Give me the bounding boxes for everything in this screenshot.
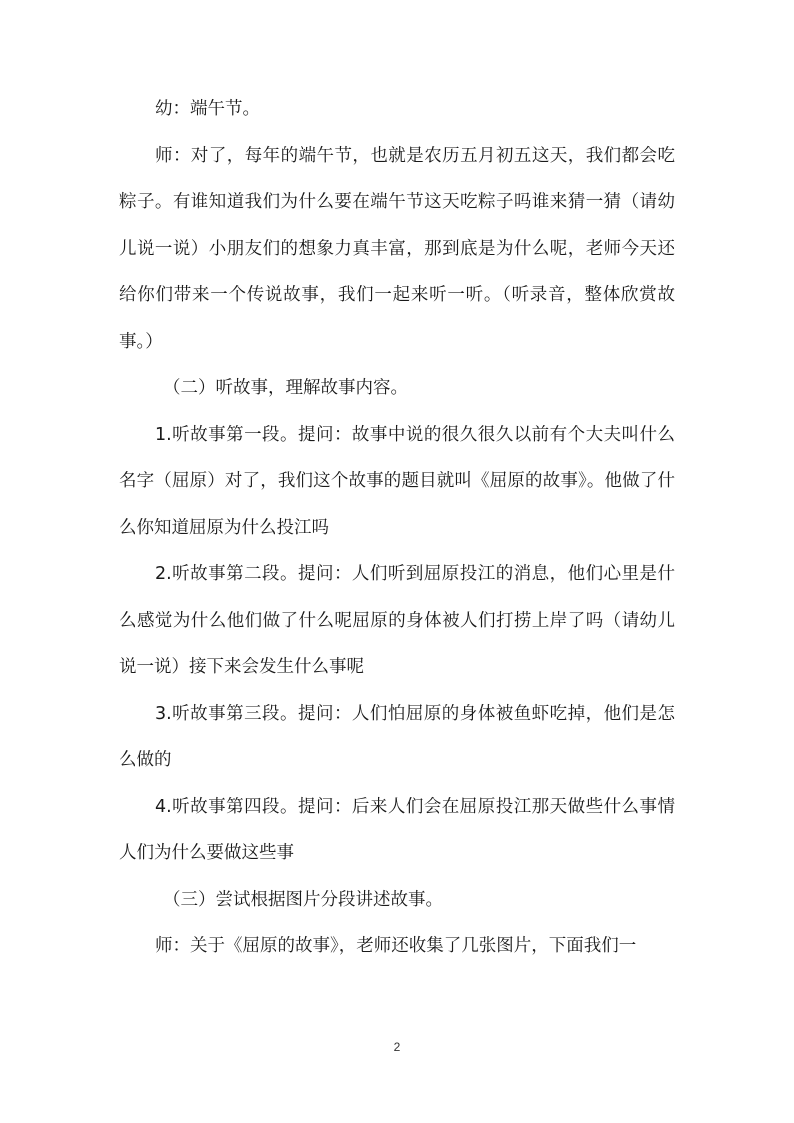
paragraph-child-answer: 幼：端午节。: [155, 99, 260, 119]
paragraph-story-part-3: 3.听故事第三段。提问：人们怕屈原的身体被鱼虾吃掉，他们是怎么做的: [119, 703, 675, 770]
paragraph-story-part-4: 4.听故事第四段。提问：后来人们会在屈原投江那天做些什么事情人们为什么要做这些事: [119, 796, 675, 863]
paragraph-teacher-pictures: 师：关于《屈原的故事》，老师还收集了几张图片，下面我们一: [155, 936, 637, 956]
paragraph-story-part-1: 1.听故事第一段。提问：故事中说的很久很久以前有个大夫叫什么名字（屈原）对了，我们这个故事的题目就叫《屈原的故事》。他做了什么你知道屈原为什么投江吗: [119, 424, 675, 538]
paragraph-teacher-intro: 师：对了，每年的端午节，也就是农历五月初五这天，我们都会吃粽子。有谁知道我们为什么要在端午节这天吃粽子吗谁来猜一猜（请幼儿说一说）小朋友们的想象力真丰富，那到底是为什么呢，老师今天还给你们带来一个传说故事，我们一起来听一听。（听录音，整体欣赏故事。）: [119, 145, 675, 352]
document-body: [119, 86, 675, 970]
section-heading-listen-story: （二）听故事，理解故事内容。: [163, 378, 408, 398]
paragraph-story-part-2: 2.听故事第二段。提问：人们听到屈原投江的消息，他们心里是什么感觉为什么他们做了什么呢屈原的身体被人们打捞上岸了吗（请幼儿说一说）接下来会发生什么事呢: [119, 564, 675, 677]
section-heading-retell-story: （三）尝试根据图片分段讲述故事。: [163, 889, 443, 910]
page-number: 2: [393, 1040, 401, 1054]
